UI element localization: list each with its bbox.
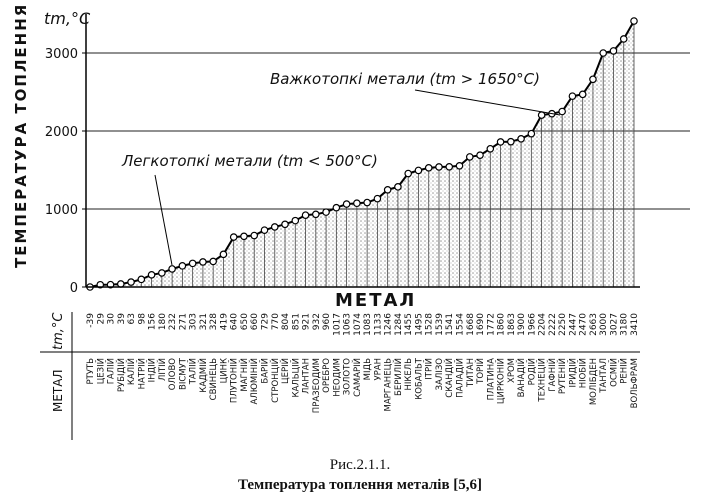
metal-label: НІКЕЛЬ: [404, 358, 415, 391]
data-point: [354, 200, 360, 206]
data-point: [138, 276, 144, 282]
metal-label: ПЛУТОНІЙ: [229, 358, 240, 404]
temp-label: 3410: [630, 313, 640, 336]
metal-label: НЕОДИМ: [332, 358, 343, 397]
temp-label: 30: [106, 313, 117, 325]
metal-label: НАТРІЙ: [137, 358, 148, 390]
temp-label: 960: [322, 313, 333, 331]
data-point: [220, 251, 226, 257]
temp-label: 271: [178, 313, 189, 331]
table-header-temp: tm,°C: [51, 312, 66, 350]
temp-label: 39: [116, 313, 127, 325]
metal-label: СТРОНЦІЙ: [270, 358, 281, 403]
data-point: [415, 167, 421, 173]
data-point: [610, 48, 616, 54]
metal-label: ТИТАН: [465, 358, 476, 387]
metal-label: ІНДІЙ: [147, 358, 158, 383]
metal-label: ТАНТАЛ: [599, 358, 610, 393]
data-point: [241, 233, 247, 239]
metal-label: ЛАНТАН: [301, 358, 312, 394]
data-point: [538, 112, 544, 118]
data-point: [251, 232, 257, 238]
temp-label: 1772: [486, 313, 497, 336]
temp-label: 1690: [476, 313, 487, 336]
metal-label: МОЛІБДЕН: [588, 358, 599, 406]
metal-label: ТОРІЙ: [476, 358, 487, 384]
metal-label: БАРІЙ: [260, 358, 271, 384]
temp-label: 1017: [332, 313, 343, 336]
annotation-high-melting: Важкотопкі метали (tm > 1650°С): [270, 70, 540, 88]
metal-label: КАЛЬЦІЙ: [291, 358, 302, 398]
metal-label: ЦИРКОНІЙ: [496, 358, 507, 405]
temp-label: 3180: [619, 313, 630, 336]
temp-label: 1083: [363, 313, 374, 336]
temp-label: 1966: [527, 313, 538, 336]
data-point: [405, 170, 411, 176]
data-point: [426, 165, 432, 171]
temp-label: 2447: [568, 313, 579, 336]
metal-label: НІОБІЙ: [578, 358, 589, 389]
data-point: [456, 163, 462, 169]
y-tick-labels: [45, 47, 86, 296]
temp-label: 328: [209, 313, 220, 331]
metal-label: УРАН: [373, 358, 384, 381]
data-point: [169, 266, 175, 272]
y-tick-label: 3000: [44, 47, 78, 62]
metal-label: ТАЛІЙ: [188, 358, 199, 385]
temp-label: 2222: [547, 313, 558, 336]
temp-label: 1528: [424, 313, 435, 336]
data-point: [518, 136, 524, 142]
temp-label: 1063: [342, 313, 353, 336]
temp-label: 98: [137, 313, 148, 325]
metal-label: МАГНІЙ: [239, 358, 250, 392]
data-point: [497, 139, 503, 145]
metal-label: ЗАЛІЗО: [434, 358, 445, 391]
data-point: [528, 130, 534, 136]
annotation-high-melting-pointer: [415, 90, 560, 115]
metal-label: ПРАЗЕОДИМ: [311, 358, 322, 414]
data-point: [323, 209, 329, 215]
temp-label: 1541: [445, 313, 456, 336]
metal-label: КОБАЛЬТ: [414, 358, 425, 400]
table-header-metal: МЕТАЛ: [51, 369, 65, 412]
temp-label: 1539: [434, 313, 445, 336]
data-point: [333, 204, 339, 210]
data-point: [569, 93, 575, 99]
data-point: [384, 187, 390, 193]
temp-label: 1133: [373, 313, 384, 336]
metal-label: ОРЕБРО: [322, 358, 333, 393]
metal-label: КАДМІЙ: [198, 358, 209, 393]
temp-label: 419: [219, 313, 230, 331]
data-point: [210, 258, 216, 264]
metal-label: РТУТЬ: [86, 358, 96, 385]
x-axis-label: МЕТАЛ: [335, 290, 417, 311]
data-point: [477, 152, 483, 158]
data-point: [446, 164, 452, 170]
metal-label: ІТРІЙ: [424, 358, 435, 380]
data-point: [272, 224, 278, 230]
data-point: [313, 211, 319, 217]
metal-label: ЦЕРІЙ: [281, 358, 292, 384]
metal-label: СКАНДІЙ: [445, 358, 456, 398]
data-point: [395, 184, 401, 190]
temp-label: 1074: [352, 313, 363, 336]
data-point: [364, 199, 370, 205]
temp-label: 303: [188, 313, 199, 331]
data-point: [200, 259, 206, 265]
data-point: [374, 195, 380, 201]
temp-label: 1554: [455, 313, 466, 336]
data-point: [436, 164, 442, 170]
temp-label: 770: [270, 313, 281, 331]
data-point: [118, 281, 124, 287]
temp-label: 2663: [588, 313, 599, 336]
data-point: [631, 18, 637, 24]
data-point: [292, 217, 298, 223]
data-point: [508, 138, 514, 144]
metal-label: РЕНІЙ: [619, 358, 630, 384]
data-point: [302, 212, 308, 218]
temp-label: 1455: [404, 313, 415, 336]
temp-label: 1284: [393, 313, 404, 336]
temp-label: 63: [127, 313, 138, 325]
temp-label: 1668: [465, 313, 476, 336]
metal-label: ТЕХНЕЦІЙ: [537, 358, 548, 402]
temp-label: 232: [168, 313, 179, 331]
annotation-low-melting-pointer: [155, 175, 172, 265]
temp-label: -39: [86, 313, 96, 328]
data-point: [487, 146, 493, 152]
figure-title: Температура топлення металів [5,6]: [237, 477, 483, 493]
temp-label: 804: [281, 313, 292, 331]
y-tick-label: 1000: [44, 203, 78, 218]
data-point: [179, 263, 185, 269]
temp-label: 1900: [517, 313, 528, 336]
metal-label: ЦИНК: [219, 358, 230, 384]
data-point: [590, 76, 596, 82]
metal-label: ВОЛЬФРАМ: [630, 358, 640, 409]
temperature-labels: [86, 313, 640, 336]
data-point: [467, 154, 473, 160]
data-point: [261, 227, 267, 233]
temp-label: 921: [301, 313, 312, 331]
metal-label: ГАФНІЙ: [547, 358, 558, 392]
metal-label: РОДІЙ: [527, 358, 538, 386]
temp-label: 2204: [537, 313, 548, 336]
temp-label: 180: [157, 313, 168, 331]
metal-label: ОЛОВО: [168, 358, 179, 391]
metal-label: БЕРИЛІЙ: [393, 358, 404, 396]
metal-label: МІДЬ: [363, 358, 374, 381]
temp-label: 1246: [383, 313, 394, 336]
temp-label: 2250: [558, 313, 569, 336]
temp-label: 1863: [506, 313, 517, 336]
temp-label: 3027: [609, 313, 620, 336]
y-tick-label: 0: [69, 281, 78, 296]
data-point: [600, 50, 606, 56]
temp-label: 1860: [496, 313, 507, 336]
metal-label: ЛІТІЙ: [157, 358, 168, 381]
temp-label: 29: [96, 313, 107, 325]
metal-label: ІРИДІЙ: [568, 358, 579, 388]
data-point: [128, 279, 134, 285]
metal-label: ПЛАТИНА: [486, 358, 497, 401]
temp-label: 1495: [414, 313, 425, 336]
data-point: [230, 234, 236, 240]
metal-label: РУТЕНІЙ: [558, 358, 569, 395]
metal-labels: [86, 357, 640, 413]
metal-label: СВИНЕЦЬ: [209, 358, 220, 401]
metal-label: ВІСМУТ: [178, 358, 189, 390]
metal-label: ЗОЛОТО: [342, 358, 353, 396]
metal-label: ХРОМ: [506, 358, 517, 383]
data-point: [579, 91, 585, 97]
metal-label: КАЛІЙ: [127, 358, 138, 386]
temp-label: 156: [147, 313, 158, 331]
metal-label: АЛЮМІНІЙ: [250, 358, 261, 405]
data-point: [282, 221, 288, 227]
temp-label: 660: [250, 313, 261, 331]
data-point: [148, 272, 154, 278]
data-point: [159, 270, 165, 276]
data-point: [343, 201, 349, 207]
data-point: [189, 260, 195, 266]
temp-label: 3000: [599, 313, 610, 336]
temp-label: 2470: [578, 313, 589, 336]
metal-label: САМАРІЙ: [352, 358, 363, 397]
metal-label: ВАНАДІЙ: [517, 358, 528, 398]
y-tick-label: 2000: [44, 125, 78, 140]
metal-label: ОСМІЙ: [609, 358, 620, 387]
temp-label: 321: [198, 313, 209, 331]
temp-label: 640: [229, 313, 240, 331]
metal-label: ЦЕЗІЙ: [96, 358, 107, 385]
y-axis-label: ТЕМПЕРАТУРА ТОПЛЕННЯ: [12, 2, 30, 268]
data-point: [559, 108, 565, 114]
temp-label: 932: [311, 313, 322, 331]
temp-label: 650: [239, 313, 250, 331]
temp-label: 851: [291, 313, 302, 331]
metal-label: РУБІДІЙ: [116, 358, 127, 393]
data-point: [621, 36, 627, 42]
temp-label: 729: [260, 313, 271, 331]
figure-label: Рис.2.1.1.: [329, 457, 391, 473]
metal-label: ПАЛАДІЙ: [455, 358, 466, 398]
y-unit-label: tm,°C: [44, 9, 91, 28]
annotation-low-melting: Легкотопкі метали (tm < 500°С): [122, 152, 378, 170]
figure-caption: [0, 455, 720, 495]
metal-label: МАРГАНЕЦЬ: [383, 358, 394, 412]
metal-label: ГАЛІЙ: [106, 358, 117, 385]
